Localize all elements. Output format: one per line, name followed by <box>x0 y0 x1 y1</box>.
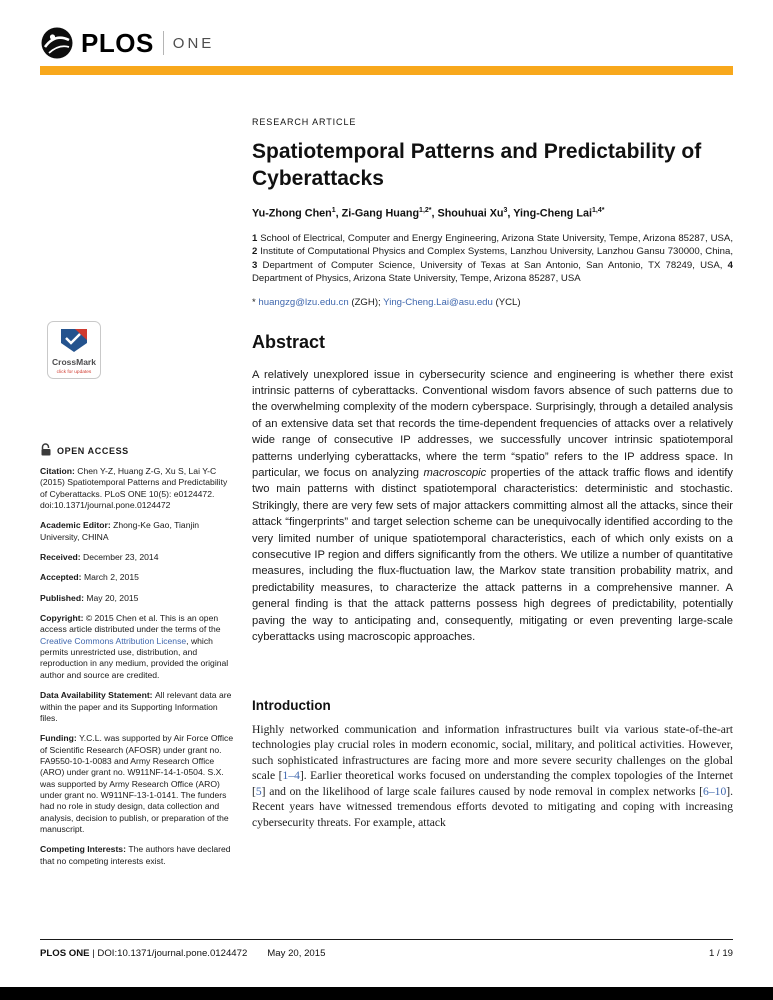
accepted-label: Accepted: <box>40 572 84 583</box>
article-metadata-sidebar <box>40 466 234 876</box>
accepted-note <box>40 572 234 583</box>
copyright-text-after: , which permits unrestricted use, distribution, and reproduction in any medium, provided the original author and source are credited. <box>40 635 229 680</box>
competing-label: Competing Interests: <box>40 844 129 855</box>
affiliation-2-text: Institute of Computational Physics and Complex Systems, Lanzhou University, Lanzhou Gansu 730000, China, <box>257 246 733 258</box>
author-list <box>252 207 733 220</box>
email-link-zgh[interactable]: huangzg@lzu.edu.cn <box>258 296 349 308</box>
intro-text-4: ]. Recent years have witnessed tremendous efforts devoted to mitigating and coping with increasing cybersecurity threats. For example, attack <box>252 784 733 830</box>
corresponding-end: (YCL) <box>492 296 521 308</box>
funding-label: Funding: <box>40 733 80 744</box>
abstract-heading: Abstract <box>252 331 326 352</box>
crossmark-subtitle: click for updates <box>56 370 92 375</box>
abstract-paragraph <box>252 367 733 646</box>
published-label: Published: <box>40 592 87 603</box>
affiliation-4-num: 4 <box>727 259 733 271</box>
open-lock-icon <box>40 443 52 458</box>
cc-license-link[interactable]: Creative Commons Attribution License <box>40 635 187 646</box>
data-availability-label: Data Availability Statement: <box>40 690 155 701</box>
article-type-label: RESEARCH ARTICLE <box>252 117 357 127</box>
received-date: December 23, 2014 <box>83 552 159 563</box>
corresponding-star: * <box>252 296 259 308</box>
article-body <box>252 117 733 831</box>
received-note <box>40 552 234 563</box>
open-access-text: OPEN ACCESS <box>57 445 129 456</box>
received-label: Received: <box>40 552 83 563</box>
competing-interests-note <box>40 844 234 867</box>
abstract-text-1: A relatively unexplored issue in cybersecurity science and engineering is whether there exist intrinsic patterns of cyberattacks. Conventional wisdom favors absence of such patterns due to the overwhelming complexity of the modern cyberspace. Surprisingly, through a detailed analysis of an extensive data set that records the time-dependent frequencies of attacks over a relatively wide range of consecutive IP addresses, we successfully uncover intrinsic spatiotemporal patterns underlying cyberattacks, where the term “spatio” refers to the IP address space. In particular, we focus on analyzing <box>252 368 733 480</box>
journal-masthead <box>40 26 214 60</box>
journal-name: ONE <box>172 34 215 52</box>
published-note <box>40 593 234 604</box>
affiliation-4-text: Department of Physics, Arizona State University, Tempe, Arizona 85287, USA <box>252 273 581 285</box>
intro-text-1: Highly networked communication and information infrastructures built via various state-of-the-art technologies play crucial roles in modern economic, social, military, and political activities. However, such sophisticated infrastructures are facing more and more severe security challenges on the global scale [ <box>252 722 733 783</box>
funding-note <box>40 733 234 835</box>
citation-label: Citation: <box>40 466 78 476</box>
page-footer <box>40 939 733 959</box>
plos-ball-icon <box>40 26 74 60</box>
email-link-ycl[interactable]: Ying-Cheng.Lai@asu.edu <box>383 296 493 308</box>
affiliation-3-num: 3 <box>252 259 258 271</box>
competing-text: The authors have declared that no competing interests exist. <box>40 844 231 866</box>
crossmark-badge[interactable] <box>47 321 101 384</box>
editor-label: Academic Editor: <box>40 520 114 531</box>
data-availability-note <box>40 690 234 724</box>
affiliation-3-text: Department of Computer Science, University of Texas at San Antonio, San Antonio, TX 78249, USA, <box>257 259 728 271</box>
author-2: , Zi-Gang Huang <box>335 207 420 220</box>
open-access-row <box>40 443 129 458</box>
citation-text: Chen Y-Z, Huang Z-G, Xu S, Lai Y-C (2015) Spatiotemporal Patterns and Predictability of Cyberattacks. PLoS ONE 10(5): e0124472. doi:10.1371/journal.pone.0124472 <box>40 466 228 511</box>
published-date: May 20, 2015 <box>86 592 139 603</box>
copyright-label: Copyright: <box>40 613 86 624</box>
author-1: Yu-Zhong Chen <box>252 207 332 220</box>
author-1-affil-marker: 1 <box>331 207 336 214</box>
author-2-affil-marker: 1,2* <box>419 207 432 214</box>
introduction-heading: Introduction <box>252 697 331 713</box>
corresponding-mid: (ZGH); <box>348 296 384 308</box>
crossmark-title: CrossMark <box>52 357 96 367</box>
author-4: , Ying-Cheng Lai <box>507 207 592 220</box>
intro-text-2: ]. Earlier theoretical works focused on understanding the complex topologies of the Internet [ <box>252 769 733 798</box>
affiliation-1-text: School of Electrical, Computer and Energy Engineering, Arizona State University, Tempe, Arizona 85287, USA, <box>257 232 733 244</box>
citation-ref-1-4[interactable]: 1–4 <box>282 769 300 783</box>
author-3: , Shouhuai Xu <box>431 207 504 220</box>
accepted-date: March 2, 2015 <box>83 572 139 583</box>
academic-editor-note <box>40 520 234 543</box>
affiliation-list <box>252 232 733 286</box>
plos-logo-text: PLOS <box>81 27 154 58</box>
footer-page-number: 1 / 19 <box>708 948 733 959</box>
copyright-note <box>40 613 234 681</box>
copyright-text-before: © 2015 Chen et al. This is an open access article distributed under the terms of the <box>40 613 221 635</box>
abstract-text-2: properties of the attack traffic flows and identify two main patterns with distinct spatiotemporal characteristics: deterministic and stochastic. Strikingly, there are very few sets of major attackers committing almost all the attacks, since their attack “fingerprints” and target selection scheme can be unequivocally identified according to the very limited number of unique spatiotemporal characteristics, each of which only exists on a consecutive IP region and differs significantly from the others. We utilize a number of quantitative measures, including the flux-fluctuation law, the Markov state transition probability matrix, and predictability measures, to characterize the attack patterns in a comprehensive manner. A general finding is that the attack patterns possess high degrees of predictability, potentially paving the way to anticipating and, consequently, mitigating or even preventing large-scale cyberattacks using macroscopic approaches. <box>252 467 733 644</box>
footer-doi: | DOI:10.1371/journal.pone.0124472 <box>89 948 248 959</box>
introduction-paragraph <box>252 722 733 831</box>
author-3-affil-marker: 3 <box>503 207 508 214</box>
affiliation-1-num: 1 <box>252 232 258 244</box>
footer-journal: PLOS ONE <box>40 948 90 959</box>
logo-divider <box>163 31 164 55</box>
bottom-black-bar <box>0 987 773 1000</box>
citation-ref-5[interactable]: 5 <box>255 784 262 798</box>
masthead-orange-rule <box>40 66 733 75</box>
editor-text: Zhong-Ke Gao, Tianjin University, CHINA <box>40 520 200 542</box>
footer-left <box>40 948 325 959</box>
funding-text: Y.C.L. was supported by Air Force Office of Scientific Research (AFOSR) under grant no. FA9550-10-1-0083 and Army Research Office (ARO) under grant no. W911NF-14-1-0504. S.X. was supported by Army Research Office (ARO) under grant no. W911NF-13-1-0141. The funders had no role in study design, data collection and analysis, decision to publish, or preparation of the manuscript. <box>40 733 234 834</box>
intro-text-3: ] and on the likelihood of large scale failures caused by node removal in complex networks [ <box>261 784 704 798</box>
affiliation-2-num: 2 <box>252 246 258 258</box>
author-4-affil-marker: 1,4* <box>591 207 605 214</box>
corresponding-authors-line <box>252 297 733 308</box>
citation-note <box>40 466 234 511</box>
abstract-emphasis: macroscopic <box>423 467 487 480</box>
footer-date: May 20, 2015 <box>267 948 326 959</box>
citation-ref-6-10[interactable]: 6–10 <box>703 784 727 798</box>
data-availability-text: All relevant data are within the paper and its Supporting Information files. <box>40 690 232 723</box>
article-title: Spatiotemporal Patterns and Predictability of Cyberattacks <box>252 140 702 190</box>
